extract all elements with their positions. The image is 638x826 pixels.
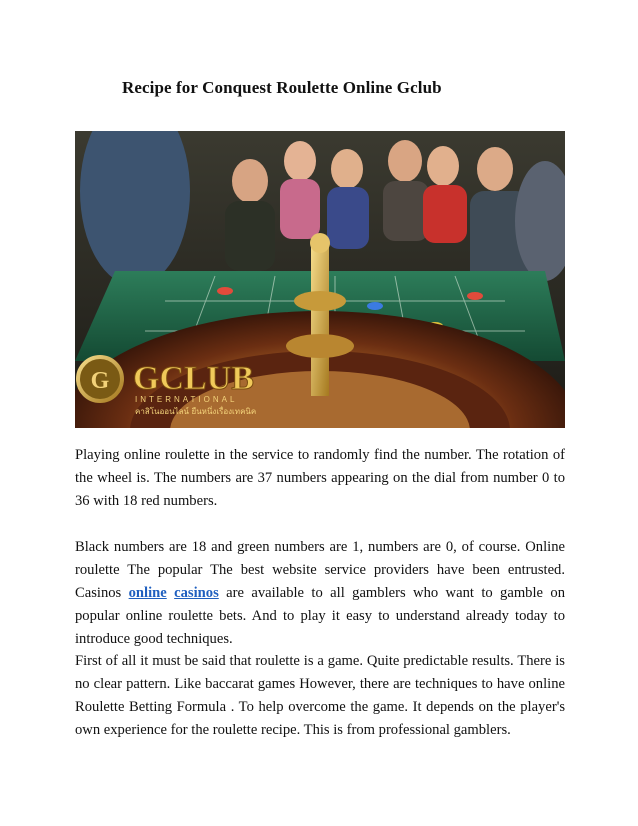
paragraph-2-text-end: are available to all gamblers who want to gamble on popular online roulette bets. And to play it easy to understand already today to introduce good techniques.	[75, 585, 565, 647]
paragraph-1: Playing online roulette in the service to randomly find the number. The rotation of the wheel is. The numbers are 37 numbers appearing on the dial from number 0 to 36 with 18 red numbers.	[75, 447, 565, 509]
roulette-scene-illustration	[75, 131, 565, 428]
svg-text:G: G	[90, 368, 110, 394]
logo-subtitle: INTERNATIONAL	[135, 395, 238, 404]
wheel-turret	[311, 246, 329, 396]
casinos-link[interactable]: casinos	[174, 585, 219, 601]
paragraph-3: First of all it must be said that roulette is a game. Quite predictable results. There is no clear pattern. Like baccarat games However, there are techniques to have online Roulette Betting Formula . To help overcome the game. It depends on the player's own experience for the roulette recipe. This is from professional gamblers.	[75, 653, 565, 738]
online-link[interactable]: online	[128, 585, 167, 601]
logo-text: GCLUB	[133, 360, 254, 397]
page-title: Recipe for Conquest Roulette Online Gclub	[122, 78, 442, 97]
roulette-photo	[75, 131, 565, 428]
paragraph-2	[75, 536, 565, 651]
logo-thai-tagline: คาสิโนออนไลน์ ยืนหนึ่งเรื่องเทคนิค	[135, 407, 257, 416]
paragraph-2-text-start: Black numbers are 18 and green numbers are 1, numbers are 0, of course. Online roulette The popular The best website service providers have been entrusted. Casinos	[75, 539, 565, 601]
